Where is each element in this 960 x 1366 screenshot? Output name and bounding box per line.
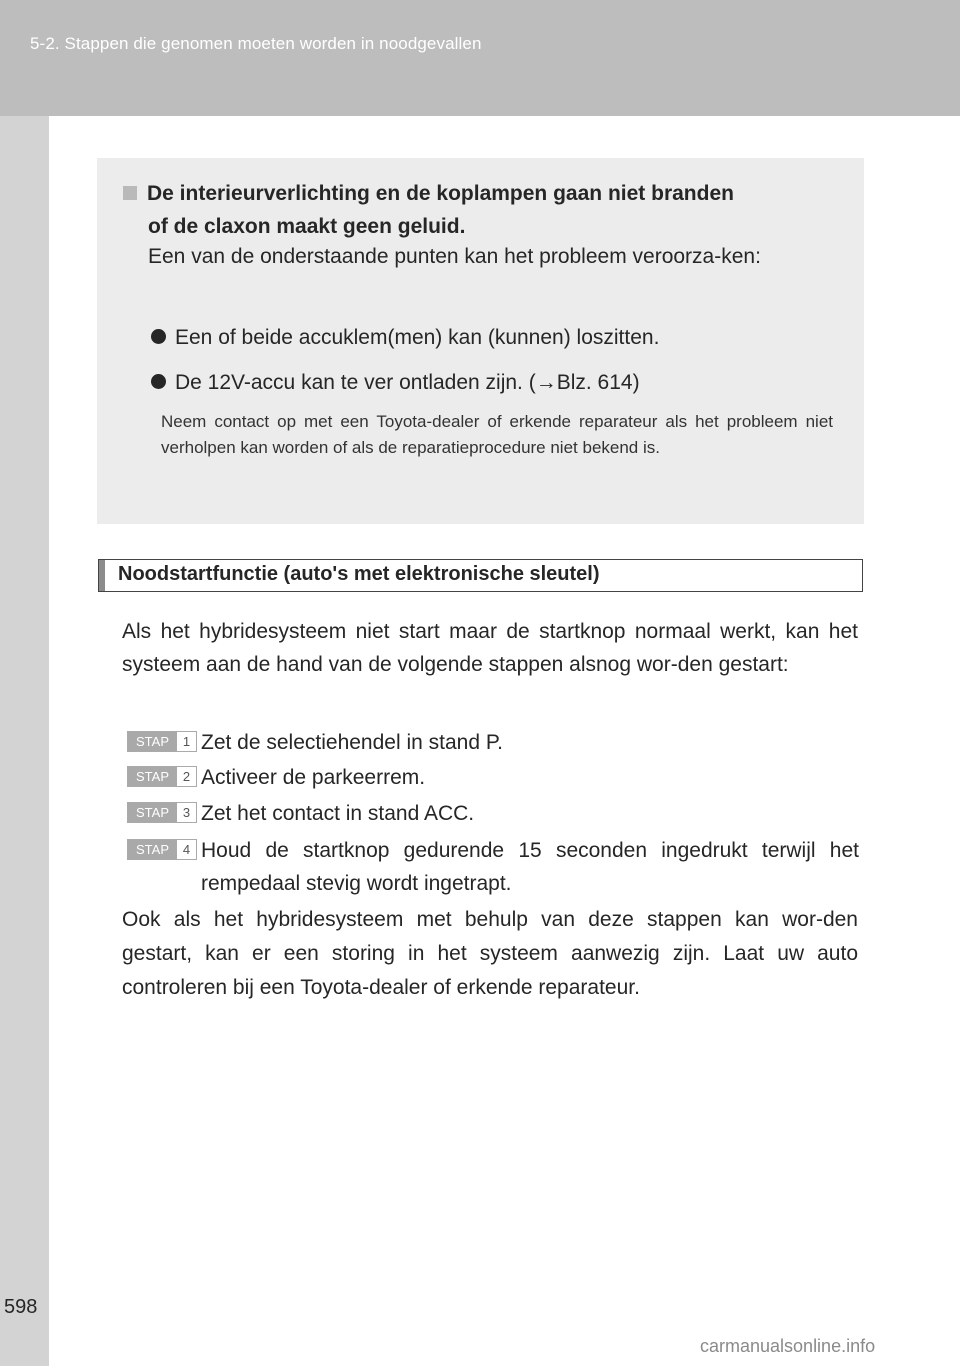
step-badge	[127, 839, 197, 860]
note-small-text: Neem contact op met een Toyota-dealer of erkende reparateur als het probleem niet verholpen kan worden of als de reparatieprocedure niet bekend is.	[161, 412, 833, 457]
section-breadcrumb: 5-2. Stappen die genomen moeten worden in noodgevallen	[30, 34, 482, 53]
note-heading-line1: De interieurverlichting en de koplampen gaan niet branden	[147, 182, 734, 205]
section-title-tab	[99, 560, 105, 591]
step-text: Zet de selectiehendel in stand P.	[201, 731, 503, 754]
step-badge-label: STAP	[128, 767, 177, 786]
note-bullet-text: De 12V-accu kan te ver ontladen zijn. (→Blz. 614)	[175, 371, 640, 394]
step-badge	[127, 766, 197, 787]
step-badge-label: STAP	[128, 732, 177, 751]
info-note-box	[97, 158, 864, 524]
side-margin-bar	[0, 116, 49, 1366]
step-text: Zet het contact in stand ACC.	[201, 802, 475, 825]
page-header	[0, 0, 960, 116]
page-number: 598	[4, 1296, 38, 1318]
note-body: Een van de onderstaande punten kan het probleem veroorza-ken:	[148, 245, 761, 268]
note-heading-line2: of de claxon maakt geen geluid.	[148, 215, 466, 238]
note-bullet-item	[151, 368, 640, 398]
circle-bullet-icon	[151, 329, 166, 344]
step-badge-label: STAP	[128, 803, 177, 822]
step-badge-number: 1	[177, 732, 196, 751]
circle-bullet-icon	[151, 374, 166, 389]
watermark-text: carmanualsonline.info	[700, 1336, 876, 1356]
step-badge-label: STAP	[128, 840, 177, 859]
step-badge	[127, 802, 197, 823]
step-badge-number: 4	[177, 840, 196, 859]
step-badge-number: 2	[177, 767, 196, 786]
step-text: Houd de startknop gedurende 15 seconden ingedrukt terwijl het rempedaal stevig wordt ingetrapt.	[201, 839, 859, 895]
section-intro: Als het hybridesysteem niet start maar de startknop normaal werkt, kan het systeem aan de hand van de volgende stappen alsnog wor-den gestart:	[122, 620, 858, 676]
step-text: Activeer de parkeerrem.	[201, 766, 426, 789]
step-badge-number: 3	[177, 803, 196, 822]
section-outro: Ook als het hybridesysteem met behulp van deze stappen kan wor-den gestart, kan er een storing in het systeem aanwezig zijn. Laat uw auto controleren bij een Toyota-dealer of erkende reparateur.	[122, 908, 858, 999]
note-bullet-item	[151, 323, 659, 353]
note-heading	[123, 177, 843, 243]
square-bullet-icon	[123, 186, 137, 200]
section-title-bar	[98, 559, 863, 592]
step-badge	[127, 731, 197, 752]
note-bullet-text: Een of beide accuklem(men) kan (kunnen) loszitten.	[175, 326, 660, 349]
section-title: Noodstartfunctie (auto's met elektronische sleutel)	[118, 563, 600, 585]
